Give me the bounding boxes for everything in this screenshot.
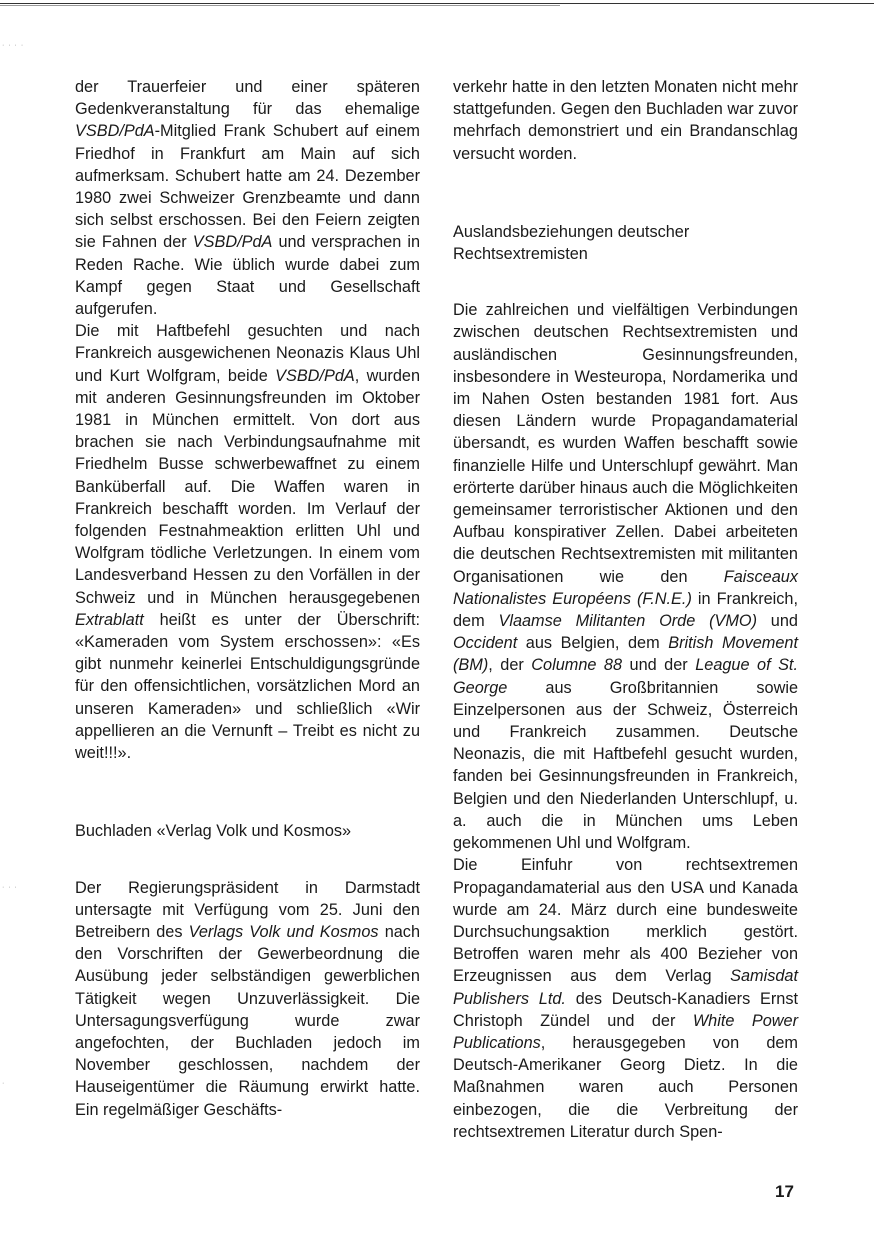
italic-title: Faisceaux Nationalistes Européens (F.N.E.) (453, 567, 798, 608)
page-number: 17 (775, 1182, 794, 1201)
italic-title: League of St. George (453, 656, 798, 697)
italic-title: Samisdat Publishers Ltd. (453, 967, 798, 1008)
paragraph: Die zahlreichen und vielfältigen Verbindungen zwischen deutschen Rechtsextremisten und ausländischen Gesinnungsfreunden, insbesondere in Westeuropa, Nordamerika und im Nahen Osten bestanden 1981 fort. Aus diesen Ländern wurde Propagandamaterial übersandt, es wurden Waffen beschafft sowie finanzielle Hilfe und Unterschlupf gewährt. Man erörterte darüber hinaus auch die Möglichkeiten gemeinsamer terroristischer Aktionen und den Aufbau konspirativer Zellen. Dabei arbeiteten die deutschen Rechtsextremisten mit militanten Organisationen wie den Faisceaux Nationalistes Européens (F.N.E.) in Frankreich, dem Vlaamse Militanten Orde (VMO) und Occident aus Belgien, dem British Movement (BM), der Columne 88 und der League of St. George aus Großbritannien sowie Einzelpersonen aus der Schweiz, Österreich und Frankreich zusammen. Deutsche Neonazis, die mit Haftbefehl gesucht wurden, fanden bei Gesinnungsfreunden in Frankreich, Belgien und den Niederlanden Unterschlupf, u. a. auch die in München ums Leben gekommenen Uhl und Wolfgram. (453, 301, 799, 853)
paragraph: Die mit Haftbefehl gesuchten und nach Frankreich ausgewichenen Neonazis Klaus Uhl und Kurt Wolfgram, beide VSBD/PdA, wurden mit anderen Gesinnungsfreunden im Oktober 1981 in München ermittelt. Von dort aus brachen sie nach Verbindungsaufnahme mit Friedhelm Busse schwerbewaffnet zu einem Banküberfall auf. Die Waffen waren in Frankreich beschafft worden. Im Verlauf der folgenden Festnahmeaktion erlitten Uhl und Wolfgram tödliche Verletzungen. In einem vom Landesverband Hessen zu den Vorfällen in der Schweiz und in München herausgegebenen Extrablatt heißt es unter der Überschrift: «Kameraden vom System erschossen»: «Es gibt nunmehr keinerlei Entschuldigungsgründe für den offensichtlichen, vorsätzlichen Mord an unseren Kameraden» und schließlich «Wir appellieren an die Vernunft – Treibt es nicht zu weit!!!». (75, 322, 420, 763)
paragraph: Der Regierungspräsident in Darmstadt untersagte mit Verfügung vom 25. Juni den Betreibern des Verlags Volk und Kosmos nach den Vorschriften der Gewerbeordnung die Ausübung jeder selbständigen gewerblichen Tätigkeit wegen Unzuverlässigkeit. Die Untersagungsverfügung wurde zwar angefochten, der Buchladen jedoch im November geschlossen, nachdem der Hauseigentümer die Räumung erwirkt hatte. Ein regelmäßiger Geschäfts- (75, 878, 420, 1119)
top-border-line-faint (0, 5, 560, 6)
top-border-line (0, 3, 874, 4)
scan-margin-mark: · (2, 1080, 6, 1087)
italic-title: White Power Publications (453, 1011, 798, 1052)
left-column (75, 76, 420, 1121)
italic-title: Occident (453, 634, 518, 653)
italic-title: Extrablatt (75, 610, 144, 629)
italic-title: VSBD/PdA (275, 366, 355, 385)
right-column (453, 76, 798, 1143)
italic-title: VSBD/PdA (192, 233, 273, 252)
scan-margin-mark: · · · · (2, 42, 25, 49)
italic-title: Verlags Volk und Kosmos (188, 922, 379, 941)
paragraph: Die Einfuhr von rechtsextremen Propagandamaterial aus den USA und Kanada wurde am 24. März durch eine bundesweite Durchsuchungsaktion merklich gestört. Betroffen waren mehr als 400 Bezieher von Erzeugnissen aus dem Verlag Samisdat Publishers Ltd. des Deutsch-Kanadiers Ernst Christoph Zündel und der White Power Publications, herausgegeben von dem Deutsch-Amerikaner Georg Dietz. In die Maßnahmen waren auch Personen einbezogen, die die Verbreitung der rechtsextremen Literatur durch Spen- (453, 856, 798, 1141)
italic-title: VSBD/PdA (75, 122, 155, 141)
paragraph: verkehr hatte in den letzten Monaten nicht mehr stattgefunden. Gegen den Buchladen war zuvor mehrfach demonstriert und ein Brandanschlag versucht worden. (453, 78, 798, 163)
paragraph: der Trauerfeier und einer späteren Gedenkveranstaltung für das ehemalige VSBD/PdA-Mitglied Frank Schubert auf einem Friedhof in Frankfurt am Main auf sich aufmerksam. Schubert hatte am 24. Dezember 1980 zwei Schweizer Grenzbeamte und dann sich selbst erschossen. Bei den Feiern zeigten sie Fahnen der VSBD/PdA und versprachen in Reden Rache. Wie üblich wurde dabei zum Kampf gegen Staat und Gesellschaft aufgerufen. (75, 78, 420, 319)
italic-title: British Movement (BM) (453, 634, 798, 675)
scan-margin-mark: · · · (2, 884, 18, 891)
italic-title: Vlaamse Militanten Orde (VMO) (498, 612, 758, 631)
section-heading: Buchladen «Verlag Volk und Kosmos» (75, 822, 352, 841)
italic-title: Columne 88 (531, 656, 623, 675)
section-heading: Auslandsbeziehungen deutscher Rechtsextremisten (453, 222, 690, 264)
